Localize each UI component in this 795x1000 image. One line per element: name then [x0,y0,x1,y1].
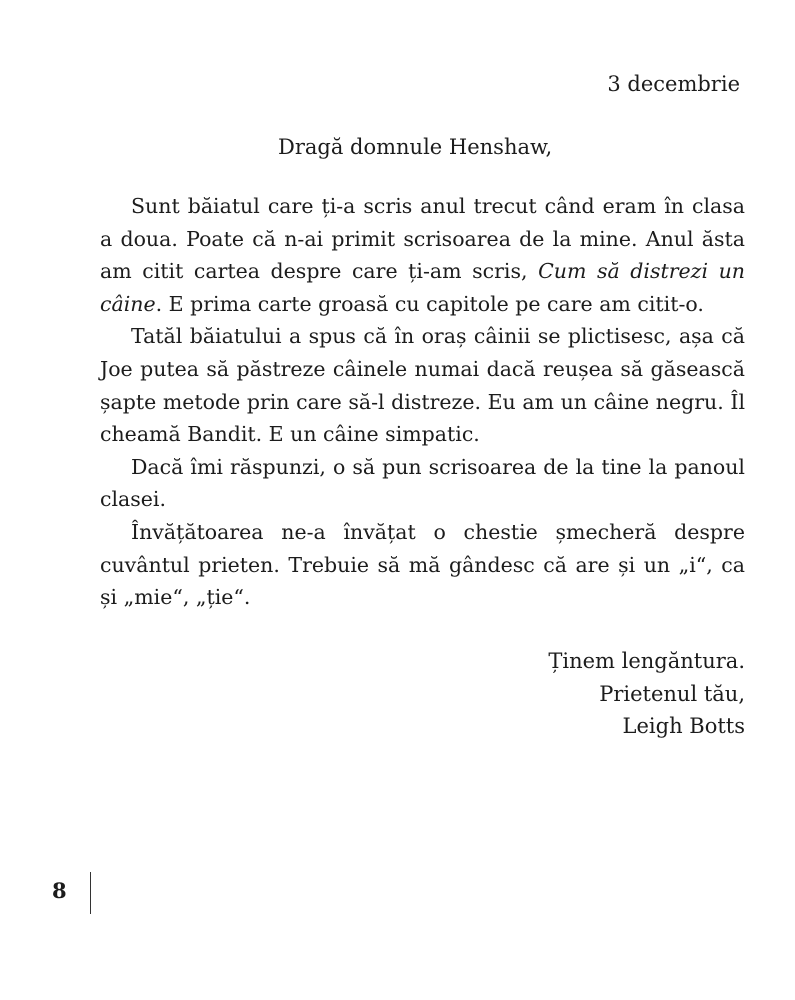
paragraph-1 [100,190,745,320]
page-number: 8 [52,878,67,903]
closing-line-2: Prietenul tău, [599,681,745,706]
paragraph-1-text: Sunt băiatul care ți-a scris anul trecut când eram în clasa a doua. Poate că n-ai primit scrisoarea de la mine. Anul ăsta am citit cartea despre care ți-am scris, [100,194,745,284]
signature: Leigh Botts [622,714,745,738]
letter-date: 3 decembrie [607,72,740,96]
letter-body [100,190,745,614]
book-title: Cum să distrezi un câine [100,259,745,316]
paragraph-2: Tatăl băiatului a spus că în oraș câinii se plictisesc, așa că Joe putea să păstreze câinele numai dacă reușea să găsească șapte metode prin care să-l distreze. Eu am un câine negru. Îl cheamă Bandit. E un câine simpatic. [100,324,745,447]
letter-salutation: Dragă domnule Henshaw, [278,135,553,159]
closing-line-1: Ținem lengăntura. [548,649,745,673]
paragraph-4: Învățătoarea ne-a învățat o chestie șmecheră despre cuvântul prieten. Trebuie să mă gândesc că are și un „i“, ca și „mie“, „ție“. [100,519,745,610]
page-number-divider [90,872,91,914]
paragraph-3: Dacă îmi răspunzi, o să pun scrisoarea de la tine la panoul clasei. [100,454,745,512]
paragraph-1-end: . E prima carte groasă cu capitole pe care am citit-o. [155,291,704,316]
letter-closing [548,645,745,743]
